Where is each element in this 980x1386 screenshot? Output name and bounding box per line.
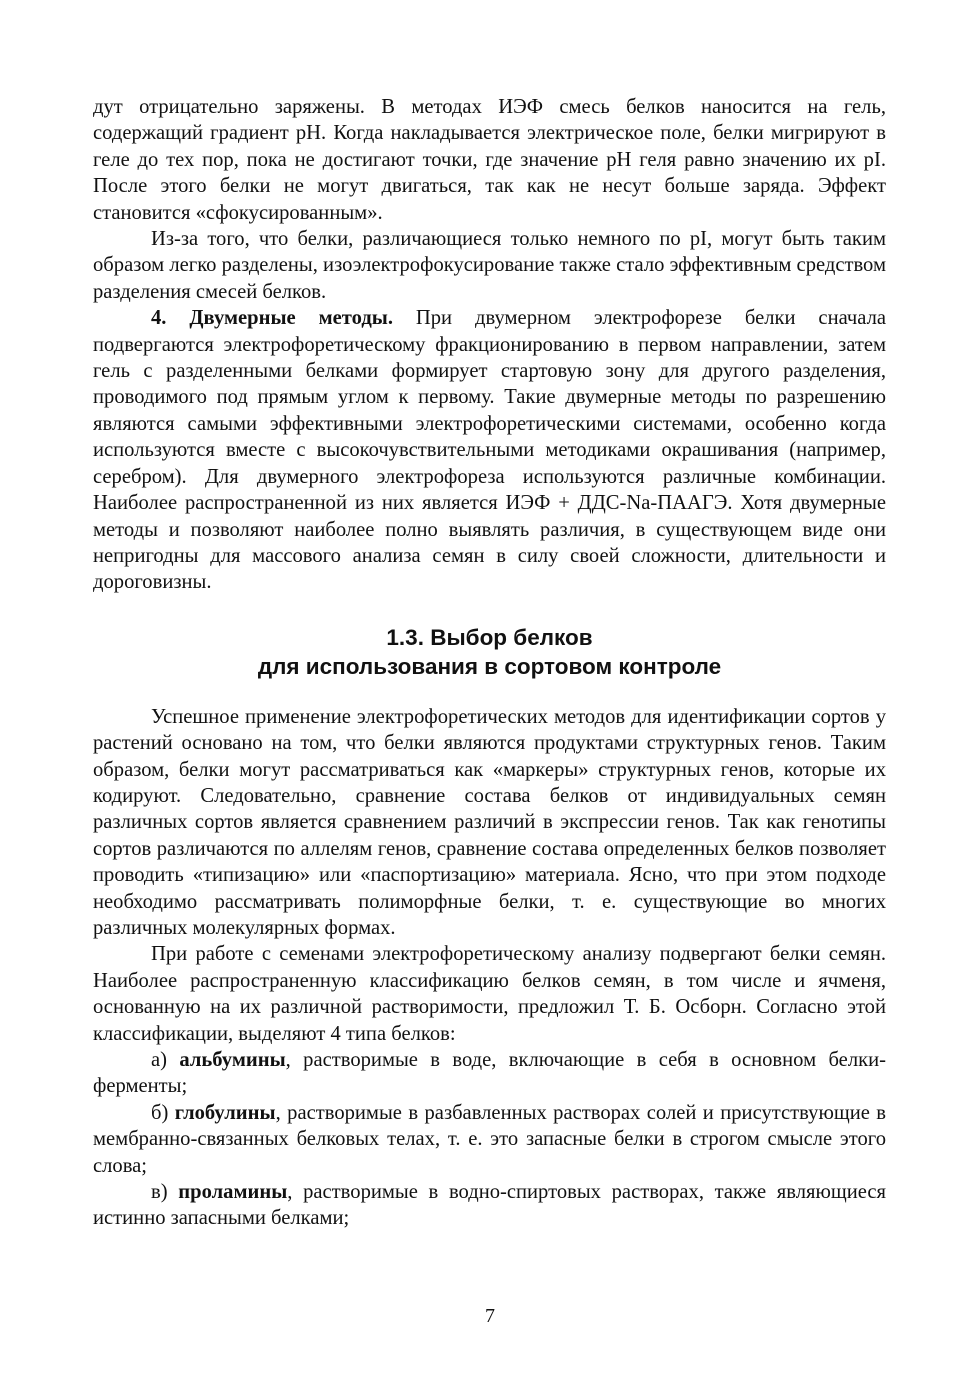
list-item-prefix: в) xyxy=(151,1181,179,1204)
list-item-term: альбумины xyxy=(179,1049,286,1071)
list-item-text: , растворимые в разбавленных растворах солей и присутствующие в мембранно-связанных белковых телах, т. е. это запасные белки в строгом смысле этого слова; xyxy=(93,1101,886,1177)
list-item-text: , растворимые в воде, включающие в себя в основном белки-ферменты; xyxy=(93,1049,886,1098)
list-item-globulins xyxy=(93,1100,886,1179)
paragraph-bold-lead: 4. Двумерные методы. xyxy=(151,307,393,330)
paragraph-text: При работе с семенами электрофоретическому анализу подвергают белки семян. Наиболее распространенную классификацию белков семян, в том числе и ячменя, основанную на их различной растворимости, предложил Т. Б. Осборн. Согласно этой классификации, выделяют 4 типа белков: xyxy=(93,943,886,1045)
paragraph-text: Из-за того, что белки, различающиеся только немного по pI, могут быть таким образом легко разделены, изоэлектрофокусирование также стало эффективным средством разделения смесей белков. xyxy=(93,228,886,303)
list-item-text: , растворимые в водно-спиртовых растворах, также являющиеся истинно запасными белками; xyxy=(93,1181,886,1230)
page-number: 7 xyxy=(485,1305,495,1327)
section-heading-line-1: 1.3. Выбор белков xyxy=(386,624,593,650)
list-item-term: проламины xyxy=(178,1181,288,1204)
paragraph-ief-separation xyxy=(93,226,886,305)
paragraph-protein-markers xyxy=(93,704,886,942)
list-item-prolamins xyxy=(93,1179,886,1232)
paragraph-text: Успешное применение электрофоретических методов для идентификации сортов у растений основано на том, что белки являются продуктами структурных генов. Таким образом, белки могут рассматриваться как «маркеры» структурных генов, которые их кодируют. Следовательно, сравнение состава белков от индивидуальных семян различных сортов является сравнением различий в экспрессии генов. Так как генотипы сортов различаются по аллелям генов, сравнение состава определенных белков позволяет проводить «типизацию» или «паспортизацию» материала. Ясно, что при этом подходе необходимо рассматривать полиморфные белки, т. е. существующие во многих различных молекулярных формах. xyxy=(93,705,886,939)
list-item-albumins xyxy=(93,1047,886,1100)
section-heading-line-2: для использования в сортовом контроле xyxy=(257,653,722,679)
paragraph-two-dimensional-methods xyxy=(93,305,886,595)
list-item-term: глобулины xyxy=(174,1101,276,1124)
paragraph-ief-continuation xyxy=(93,94,886,226)
document-page xyxy=(93,94,886,1232)
paragraph-text: При двумерном электрофорезе белки сначала подвергаются электрофоретическому фракционированию в первом направлении, затем гель с разделенными белками формирует стартовую зону для другого разделения, проводимого под прямым углом к первому. Такие двумерные методы по разрешению являются самыми эффективными электрофоретическими системами, особенно когда используются вместе с высокочувствительными методиками окрашивания (например, серебром). Для двумерного электрофореза используются различные комбинации. Наиболее распространенной из них является ИЭФ + ДДС-Na-ПААГЭ. Хотя двумерные методы и позволяют наиболее полно выявлять различия, в существующем виде они непригодны для массового анализа семян в силу своей сложности, длительности и дороговизны. xyxy=(93,307,887,594)
paragraph-text: дут отрицательно заряжены. В методах ИЭФ смесь белков наносится на гель, содержащий градиент pH. Когда накладывается электрическое поле, белки мигрируют в геле до тех пор, пока не достигают точки, где значение pH геля равно значению их pI. После этого белки не могут двигаться, так как не несут больше заряда. Эффект становится «сфокусированным». xyxy=(93,96,886,224)
list-item-prefix: б) xyxy=(151,1101,175,1124)
list-item-prefix: а) xyxy=(151,1049,180,1071)
section-heading xyxy=(93,623,886,681)
paragraph-osborne-classification xyxy=(93,941,886,1047)
